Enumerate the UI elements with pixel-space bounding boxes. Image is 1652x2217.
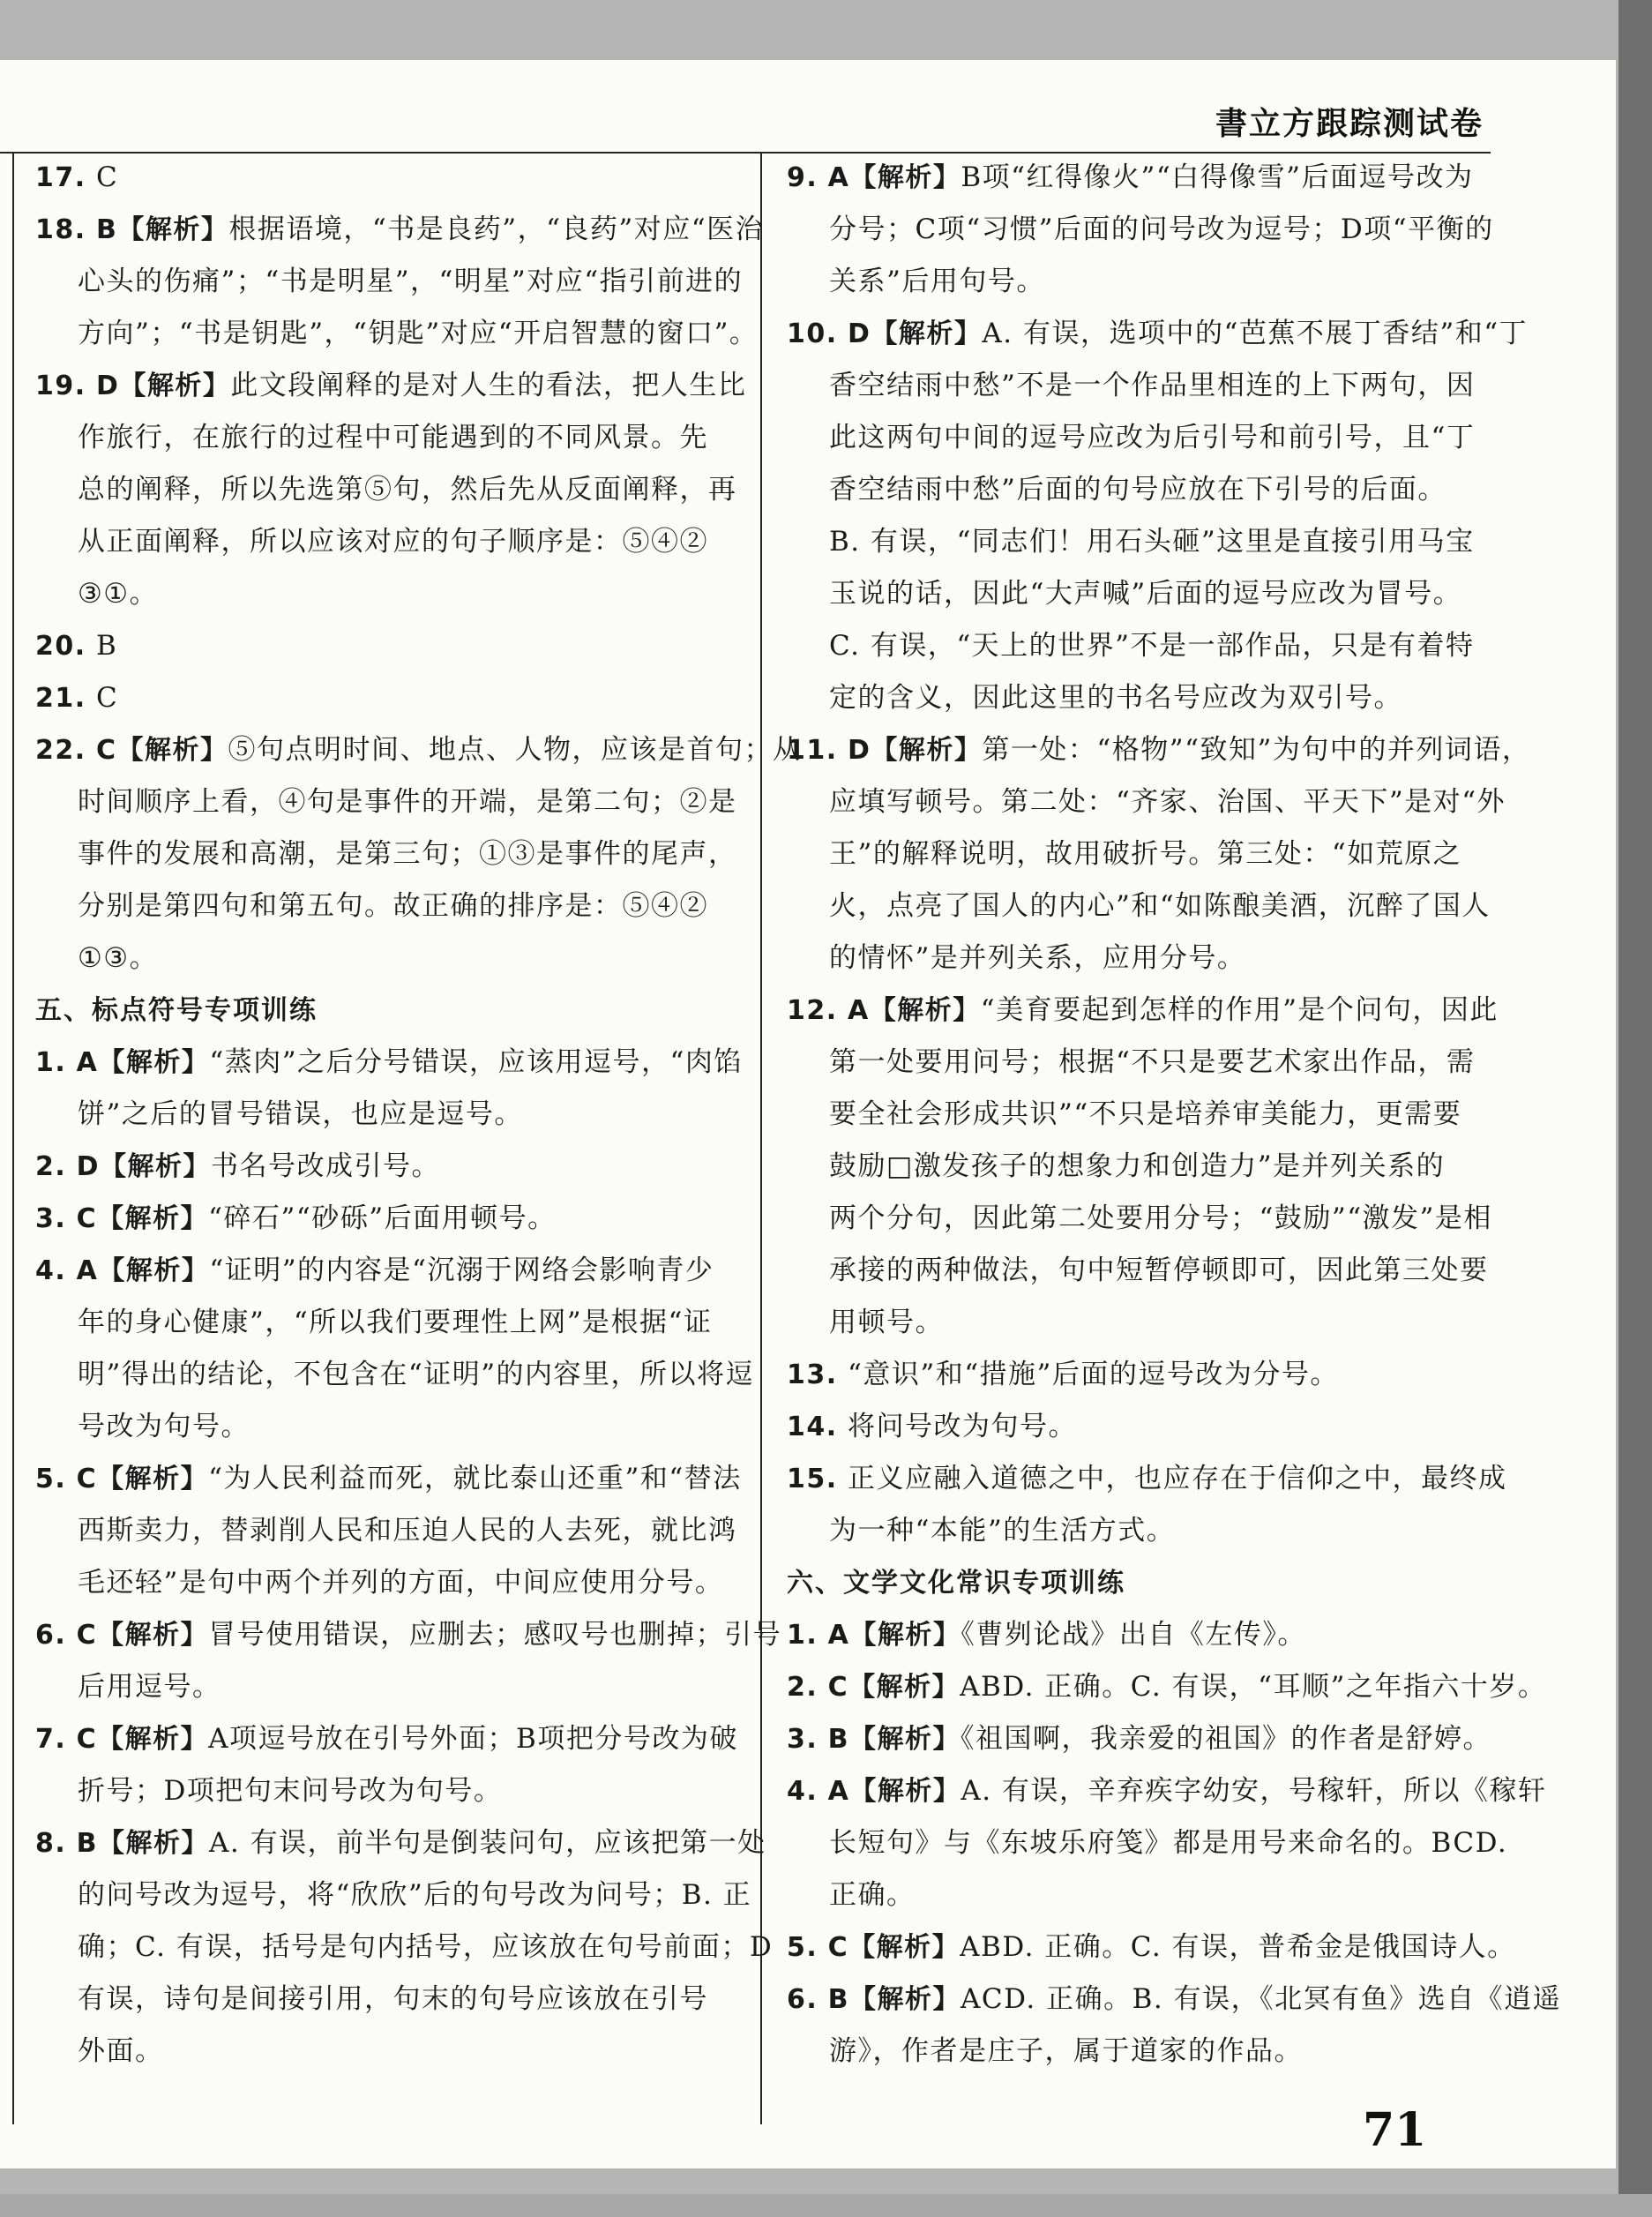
page-sheet	[0, 60, 1616, 2168]
answer-text: 为一种“本能”的生活方式。	[829, 1515, 1176, 1547]
question-number: 15.	[787, 1464, 838, 1494]
answer-line	[35, 1713, 738, 1765]
question-number: 10.	[787, 318, 838, 349]
answer-line	[787, 1297, 1484, 1349]
answer-line	[35, 1401, 732, 1453]
page-header-title: 書立方跟踪测试卷	[1215, 106, 1484, 142]
answer-line	[35, 776, 737, 828]
answer-text: C. 有误，“天上的世界”不是一部作品，只是有着特	[829, 630, 1475, 662]
answer-analysis-tag: B【解析】	[96, 214, 229, 245]
answer-line	[787, 152, 1484, 204]
right-column	[787, 152, 1562, 2078]
answer-text: 毛还轻”是句中两个并列的方面，中间应使用分号。	[78, 1567, 724, 1599]
answer-text: “为人民利益而死，就比泰山还重”和“替法	[208, 1463, 742, 1494]
answer-line	[35, 932, 732, 985]
answer-line	[787, 1817, 1508, 1869]
answer-text: 西斯卖力，替剥削人民和压迫人民的人去死，就比鸿	[78, 1515, 737, 1547]
answer-analysis-tag: D【解析】	[848, 735, 983, 766]
answer-line	[787, 204, 1494, 256]
answer-line	[35, 1349, 755, 1401]
answer-text: 玉说的话，因此“大声喊”后面的逗号应改为冒号。	[829, 578, 1462, 610]
answer-text: 根据语境，“书是良药”，“良药”对应“医治	[228, 213, 765, 245]
answer-text: 有误，诗句是间接引用，句末的句号应该放在引号	[78, 1983, 708, 2015]
answer-analysis-tag: C【解析】	[827, 1932, 961, 1963]
answer-text: 书名号改成引号。	[211, 1150, 441, 1182]
answer-text: ①③。	[78, 942, 159, 974]
answer-text: A. 有误，辛弃疾字幼安，号稼轩，所以《稼轩	[961, 1775, 1547, 1807]
answer-analysis-tag: C【解析】	[76, 1724, 209, 1755]
answer-text: 外面。	[78, 2035, 164, 2067]
answer-line	[787, 1401, 1484, 1453]
answer-line	[787, 2026, 1484, 2078]
left-column	[35, 152, 802, 2078]
answer-text: 鼓励□激发孩子的想象力和创造力”是并列关系的	[829, 1150, 1446, 1182]
question-number: 5.	[35, 1464, 67, 1494]
answer-line	[35, 516, 732, 568]
answer-text: B项“红得像火”“白得像雪”后面逗号改为	[961, 161, 1474, 193]
answer-line	[787, 776, 1506, 828]
answer-text: B	[96, 630, 118, 662]
answer-analysis-tag: C【解析】	[76, 1620, 209, 1651]
answer-text: 心头的伤痛”；“书是明星”，“明星”对应“指引前进的	[78, 266, 744, 297]
answer-line	[787, 1089, 1484, 1141]
answer-text: 年的身心健康”，“所以我们要理性上网”是根据“证	[78, 1307, 713, 1338]
answer-line	[35, 724, 802, 776]
answer-line	[35, 152, 732, 204]
answer-text: A. 有误，前半句是倒装问句，应该把第一处	[209, 1827, 766, 1859]
answer-line	[35, 1921, 774, 1974]
answer-text: 用顿号。	[829, 1307, 944, 1338]
scan-border-bottom	[0, 2194, 1652, 2217]
answer-line	[35, 464, 737, 516]
answer-line	[787, 985, 1499, 1037]
answer-line	[35, 1141, 732, 1193]
answer-text: 正义应融入道德之中，也应存在于信仰之中，最终成	[848, 1463, 1507, 1494]
answer-text: 要全社会形成共识”“不只是培养审美能力，更需要	[829, 1098, 1462, 1130]
answer-text: 《祖国啊，我亲爱的祖国》的作者是舒婷。	[961, 1723, 1492, 1755]
answer-text: ACD. 正确。B. 有误，《北冥有鱼》选自《逍遥	[961, 1983, 1562, 2015]
answer-line	[35, 1193, 732, 1245]
answer-text: 游》，作者是庄子，属于道家的作品。	[829, 2035, 1303, 2067]
answer-analysis-tag: A【解析】	[76, 1255, 210, 1286]
answer-text: 作旅行，在旅行的过程中可能遇到的不同风景。先	[78, 422, 708, 453]
answer-text: 号改为句号。	[78, 1411, 250, 1442]
answer-line	[35, 620, 732, 672]
answer-line	[35, 1089, 732, 1141]
question-number: 1.	[787, 1620, 819, 1651]
question-number: 6.	[787, 1984, 819, 2015]
answer-line	[35, 204, 765, 256]
answer-line	[35, 828, 737, 880]
answer-line	[35, 568, 732, 620]
answer-text: “证明”的内容是“沉溺于网络会影响青少	[209, 1255, 714, 1286]
answer-text: “蒸肉”之后分号错误，应该用逗号，“肉馅	[209, 1046, 743, 1078]
answer-text: C	[96, 161, 119, 193]
answer-text: A. 有误，选项中的“芭蕉不展丁香结”和“丁	[982, 318, 1529, 349]
answer-text: C	[96, 682, 119, 714]
question-number: 2.	[787, 1672, 819, 1703]
question-number: 11.	[787, 735, 838, 766]
answer-analysis-tag: A【解析】	[848, 995, 981, 1026]
answer-line	[35, 1557, 732, 1609]
answer-text: 王”的解释说明，故用破折号。第三处：“如荒原之	[829, 838, 1462, 870]
answer-analysis-tag: B【解析】	[827, 1724, 961, 1755]
answer-line	[35, 1609, 782, 1661]
answer-text: 从正面阐释，所以应该对应的句子顺序是：⑤④②	[78, 526, 708, 558]
answer-text: 折号；D项把句末问号改为句号。	[78, 1775, 503, 1807]
answer-analysis-tag: D【解析】	[76, 1151, 212, 1182]
answer-line	[787, 672, 1484, 724]
answer-text: 确；C. 有误，括号是句内括号，应该放在句号前面；D	[78, 1931, 774, 1963]
answer-text: 分号；C项“习惯”后面的问号改为逗号；D项“平衡的	[829, 213, 1494, 245]
answer-text: 时间顺序上看，④句是事件的开端，是第二句；②是	[78, 786, 737, 818]
question-number: 13.	[787, 1359, 838, 1390]
answer-line	[787, 1141, 1484, 1193]
section-title: 六、文学文化常识专项训练	[787, 1568, 1125, 1599]
answer-analysis-tag: A【解析】	[76, 1047, 210, 1078]
answer-analysis-tag: A【解析】	[827, 162, 961, 193]
answer-line	[35, 672, 732, 724]
answer-line	[35, 1869, 752, 1921]
answer-text: 此这两句中间的逗号应改为后引号和前引号，且“丁	[829, 422, 1476, 453]
answer-text: 关系”后用句号。	[829, 266, 1045, 297]
answer-analysis-tag: A【解析】	[827, 1776, 961, 1807]
answer-text: 将问号改为句号。	[848, 1411, 1078, 1442]
question-number: 14.	[787, 1412, 838, 1442]
answer-line	[787, 568, 1484, 620]
page-number: 71	[1363, 2103, 1427, 2157]
answer-analysis-tag: B【解析】	[827, 1984, 961, 2015]
answer-line	[35, 1453, 742, 1505]
scan-border-right	[1618, 0, 1652, 2217]
answer-line	[35, 1037, 743, 1089]
answer-line	[787, 1245, 1489, 1297]
answer-text: 的问号改为逗号，将“欣欣”后的句号改为问号；B. 正	[78, 1879, 752, 1911]
answer-line	[35, 880, 732, 932]
question-number: 1.	[35, 1047, 67, 1078]
answer-line	[35, 2026, 732, 2078]
answer-line	[787, 1453, 1507, 1505]
answer-text: B. 有误，“同志们！用石头砸”这里是直接引用马宝	[829, 526, 1475, 558]
answer-text: 定的含义，因此这里的书名号应改为双引号。	[829, 682, 1402, 714]
answer-analysis-tag: C【解析】	[827, 1672, 961, 1703]
answer-text: ABD. 正确。C. 有误，普希金是俄国诗人。	[960, 1931, 1516, 1963]
question-number: 22.	[35, 735, 86, 766]
answer-line	[35, 1765, 732, 1817]
answer-line	[787, 1974, 1562, 2026]
answer-line	[787, 1713, 1492, 1765]
answer-analysis-tag: C【解析】	[76, 1464, 209, 1494]
answer-line	[787, 828, 1484, 880]
answer-analysis-tag: D【解析】	[848, 318, 983, 349]
left-margin-rule	[12, 154, 14, 2124]
answer-line	[35, 412, 732, 464]
question-number: 12.	[787, 995, 838, 1026]
answer-line	[787, 1661, 1547, 1713]
answer-line	[35, 1661, 732, 1713]
answer-line	[787, 1037, 1484, 1089]
question-number: 7.	[35, 1724, 67, 1755]
answer-text: 的情怀”是并列关系，应用分号。	[829, 942, 1246, 974]
answer-text: 第一处：“格物”“致知”为句中的并列词语，	[982, 734, 1531, 766]
answer-line	[787, 308, 1529, 360]
answer-text: 火，点亮了国人的内心”和“如陈酿美酒，沉醉了国人	[829, 890, 1491, 922]
question-number: 4.	[35, 1255, 67, 1286]
answer-analysis-tag: C【解析】	[96, 735, 228, 766]
question-number: 4.	[787, 1776, 819, 1807]
answer-text: ABD. 正确。C. 有误，“耳顺”之年指六十岁。	[960, 1671, 1547, 1703]
answer-line	[35, 1297, 732, 1349]
question-number: 3.	[787, 1724, 819, 1755]
answer-text: 两个分句，因此第二处要用分号；“鼓励”“激发”是相	[829, 1202, 1492, 1234]
section-heading	[35, 985, 732, 1037]
answer-text: A项逗号放在引号外面；B项把分号改为破	[208, 1723, 738, 1755]
answer-text: “美育要起到怎样的作用”是个问句，因此	[980, 994, 1499, 1026]
answer-line	[787, 1193, 1492, 1245]
answer-text: 方向”；“书是钥匙”，“钥匙”对应“开启智慧的窗口”。	[78, 318, 759, 349]
answer-text: 香空结雨中愁”不是一个作品里相连的上下两句，因	[829, 370, 1476, 401]
answer-line	[35, 1974, 732, 2026]
question-number: 19.	[35, 371, 86, 401]
question-number: 17.	[35, 162, 86, 193]
answer-text: ③①。	[78, 578, 159, 610]
answer-line	[35, 256, 744, 308]
answer-line	[787, 256, 1484, 308]
answer-line	[787, 724, 1531, 776]
answer-line	[35, 1817, 766, 1869]
answer-line	[787, 620, 1484, 672]
question-number: 8.	[35, 1828, 67, 1859]
question-number: 20.	[35, 631, 86, 662]
answer-text: 此文段阐释的是对人生的看法，把人生比	[230, 370, 747, 401]
answer-line	[787, 1921, 1516, 1974]
answer-line	[787, 1869, 1484, 1921]
answer-text: ⑤句点明时间、地点、人物，应该是首句；从	[228, 734, 802, 766]
question-number: 9.	[787, 162, 819, 193]
section-title: 五、标点符号专项训练	[35, 995, 318, 1026]
answer-line	[787, 1349, 1484, 1401]
answer-text: 后用逗号。	[78, 1671, 221, 1703]
answer-analysis-tag: A【解析】	[827, 1620, 961, 1651]
answer-line	[35, 1505, 737, 1557]
question-number: 18.	[35, 214, 86, 245]
answer-analysis-tag: C【解析】	[76, 1203, 209, 1234]
answer-line	[35, 360, 747, 412]
answer-line	[787, 412, 1484, 464]
answer-line	[787, 1505, 1484, 1557]
answer-line	[35, 308, 759, 360]
answer-text: 第一处要用问号；根据“不只是要艺术家出作品，需	[829, 1046, 1476, 1078]
answer-text: 饼”之后的冒号错误，也应是逗号。	[78, 1098, 523, 1130]
answer-text: 总的阐释，所以先选第⑤句，然后先从反面阐释，再	[78, 474, 737, 506]
answer-line	[35, 1245, 732, 1297]
question-number: 2.	[35, 1151, 67, 1182]
answer-text: 事件的发展和高潮，是第三句；①③是事件的尾声，	[78, 838, 737, 870]
question-number: 6.	[35, 1620, 67, 1651]
question-number: 21.	[35, 683, 86, 714]
answer-text: 应填写顿号。第二处：“齐家、治国、平天下”是对“外	[829, 786, 1506, 818]
answer-text: 香空结雨中愁”后面的句号应放在下引号的后面。	[829, 474, 1446, 506]
answer-line	[787, 1609, 1484, 1661]
answer-analysis-tag: B【解析】	[76, 1828, 210, 1859]
answer-line	[787, 516, 1484, 568]
question-number: 3.	[35, 1203, 67, 1234]
answer-text: “意识”和“措施”后面的逗号改为分号。	[848, 1359, 1339, 1390]
answer-text: 正确。	[829, 1879, 916, 1911]
answer-line	[787, 360, 1484, 412]
answer-line	[787, 880, 1491, 932]
answer-text: 分别是第四句和第五句。故正确的排序是：⑤④②	[78, 890, 708, 922]
answer-analysis-tag: D【解析】	[96, 371, 231, 401]
answer-line	[787, 1765, 1547, 1817]
answer-text: 明”得出的结论，不包含在“证明”的内容里，所以将逗	[78, 1359, 755, 1390]
answer-text: 《曹刿论战》出自《左传》。	[961, 1619, 1306, 1651]
answer-text: “碎石”“砂砾”后面用顿号。	[208, 1202, 557, 1234]
answer-line	[787, 932, 1484, 985]
section-heading	[787, 1557, 1484, 1609]
answer-line	[787, 464, 1484, 516]
question-number: 5.	[787, 1932, 819, 1963]
answer-text: 承接的两种做法，句中短暂停顿即可，因此第三处要	[829, 1255, 1489, 1286]
answer-text: 冒号使用错误，应删去；感叹号也删掉；引号	[208, 1619, 782, 1651]
answer-text: 长短句》与《东坡乐府笺》都是用号来命名的。BCD.	[829, 1827, 1508, 1859]
